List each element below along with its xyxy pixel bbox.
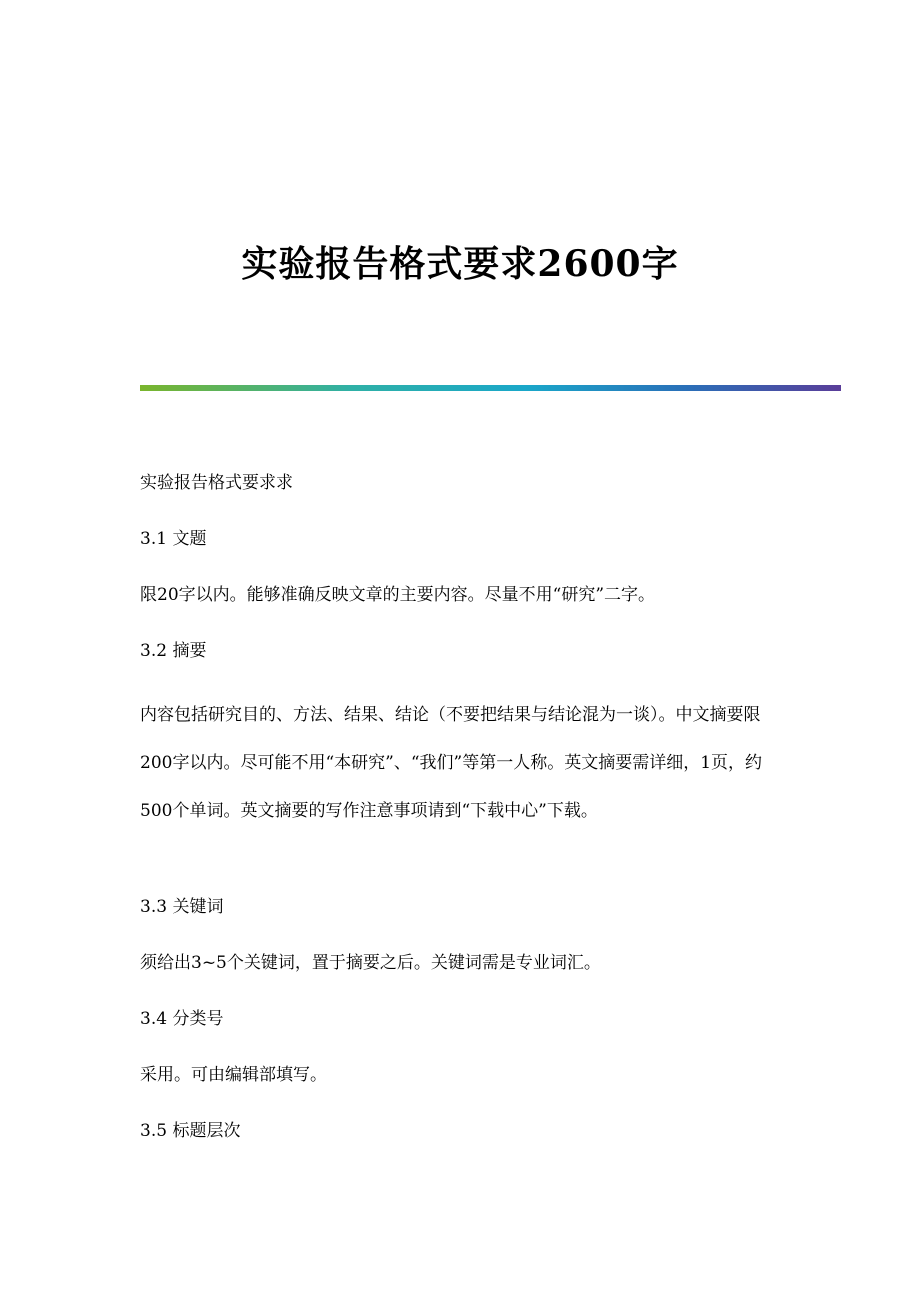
section-heading-3-1: 3.1 文题	[140, 529, 207, 549]
section-heading-3-5: 3.5 标题层次	[140, 1121, 241, 1141]
gradient-divider	[140, 385, 841, 391]
section-heading-3-3: 3.3 关键词	[140, 897, 224, 917]
section-body-3-1: 限20字以内。能够准确反映文章的主要内容。尽量不用“研究”二字。	[140, 585, 656, 605]
section-heading-3-4: 3.4 分类号	[140, 1009, 224, 1029]
section-body-3-2: 内容包括研究目的、方法、结果、结论（不要把结果与结论混为一谈）。中文摘要限200字以内。尽可能不用“本研究”、“我们”等第一人称。英文摘要需详细，1页，约500个单词。英文摘要的写作注意事项请到“下载中心”下载。	[140, 705, 763, 821]
section-heading-3-2: 3.2 摘要	[140, 641, 207, 661]
section-body-3-3: 须给出3~5个关键词，置于摘要之后。关键词需是专业词汇。	[140, 953, 601, 973]
section-body-3-4: 采用。可由编辑部填写。	[140, 1065, 327, 1085]
document-title: 实验报告格式要求2600字	[241, 243, 679, 286]
intro-text: 实验报告格式要求求	[140, 473, 293, 493]
